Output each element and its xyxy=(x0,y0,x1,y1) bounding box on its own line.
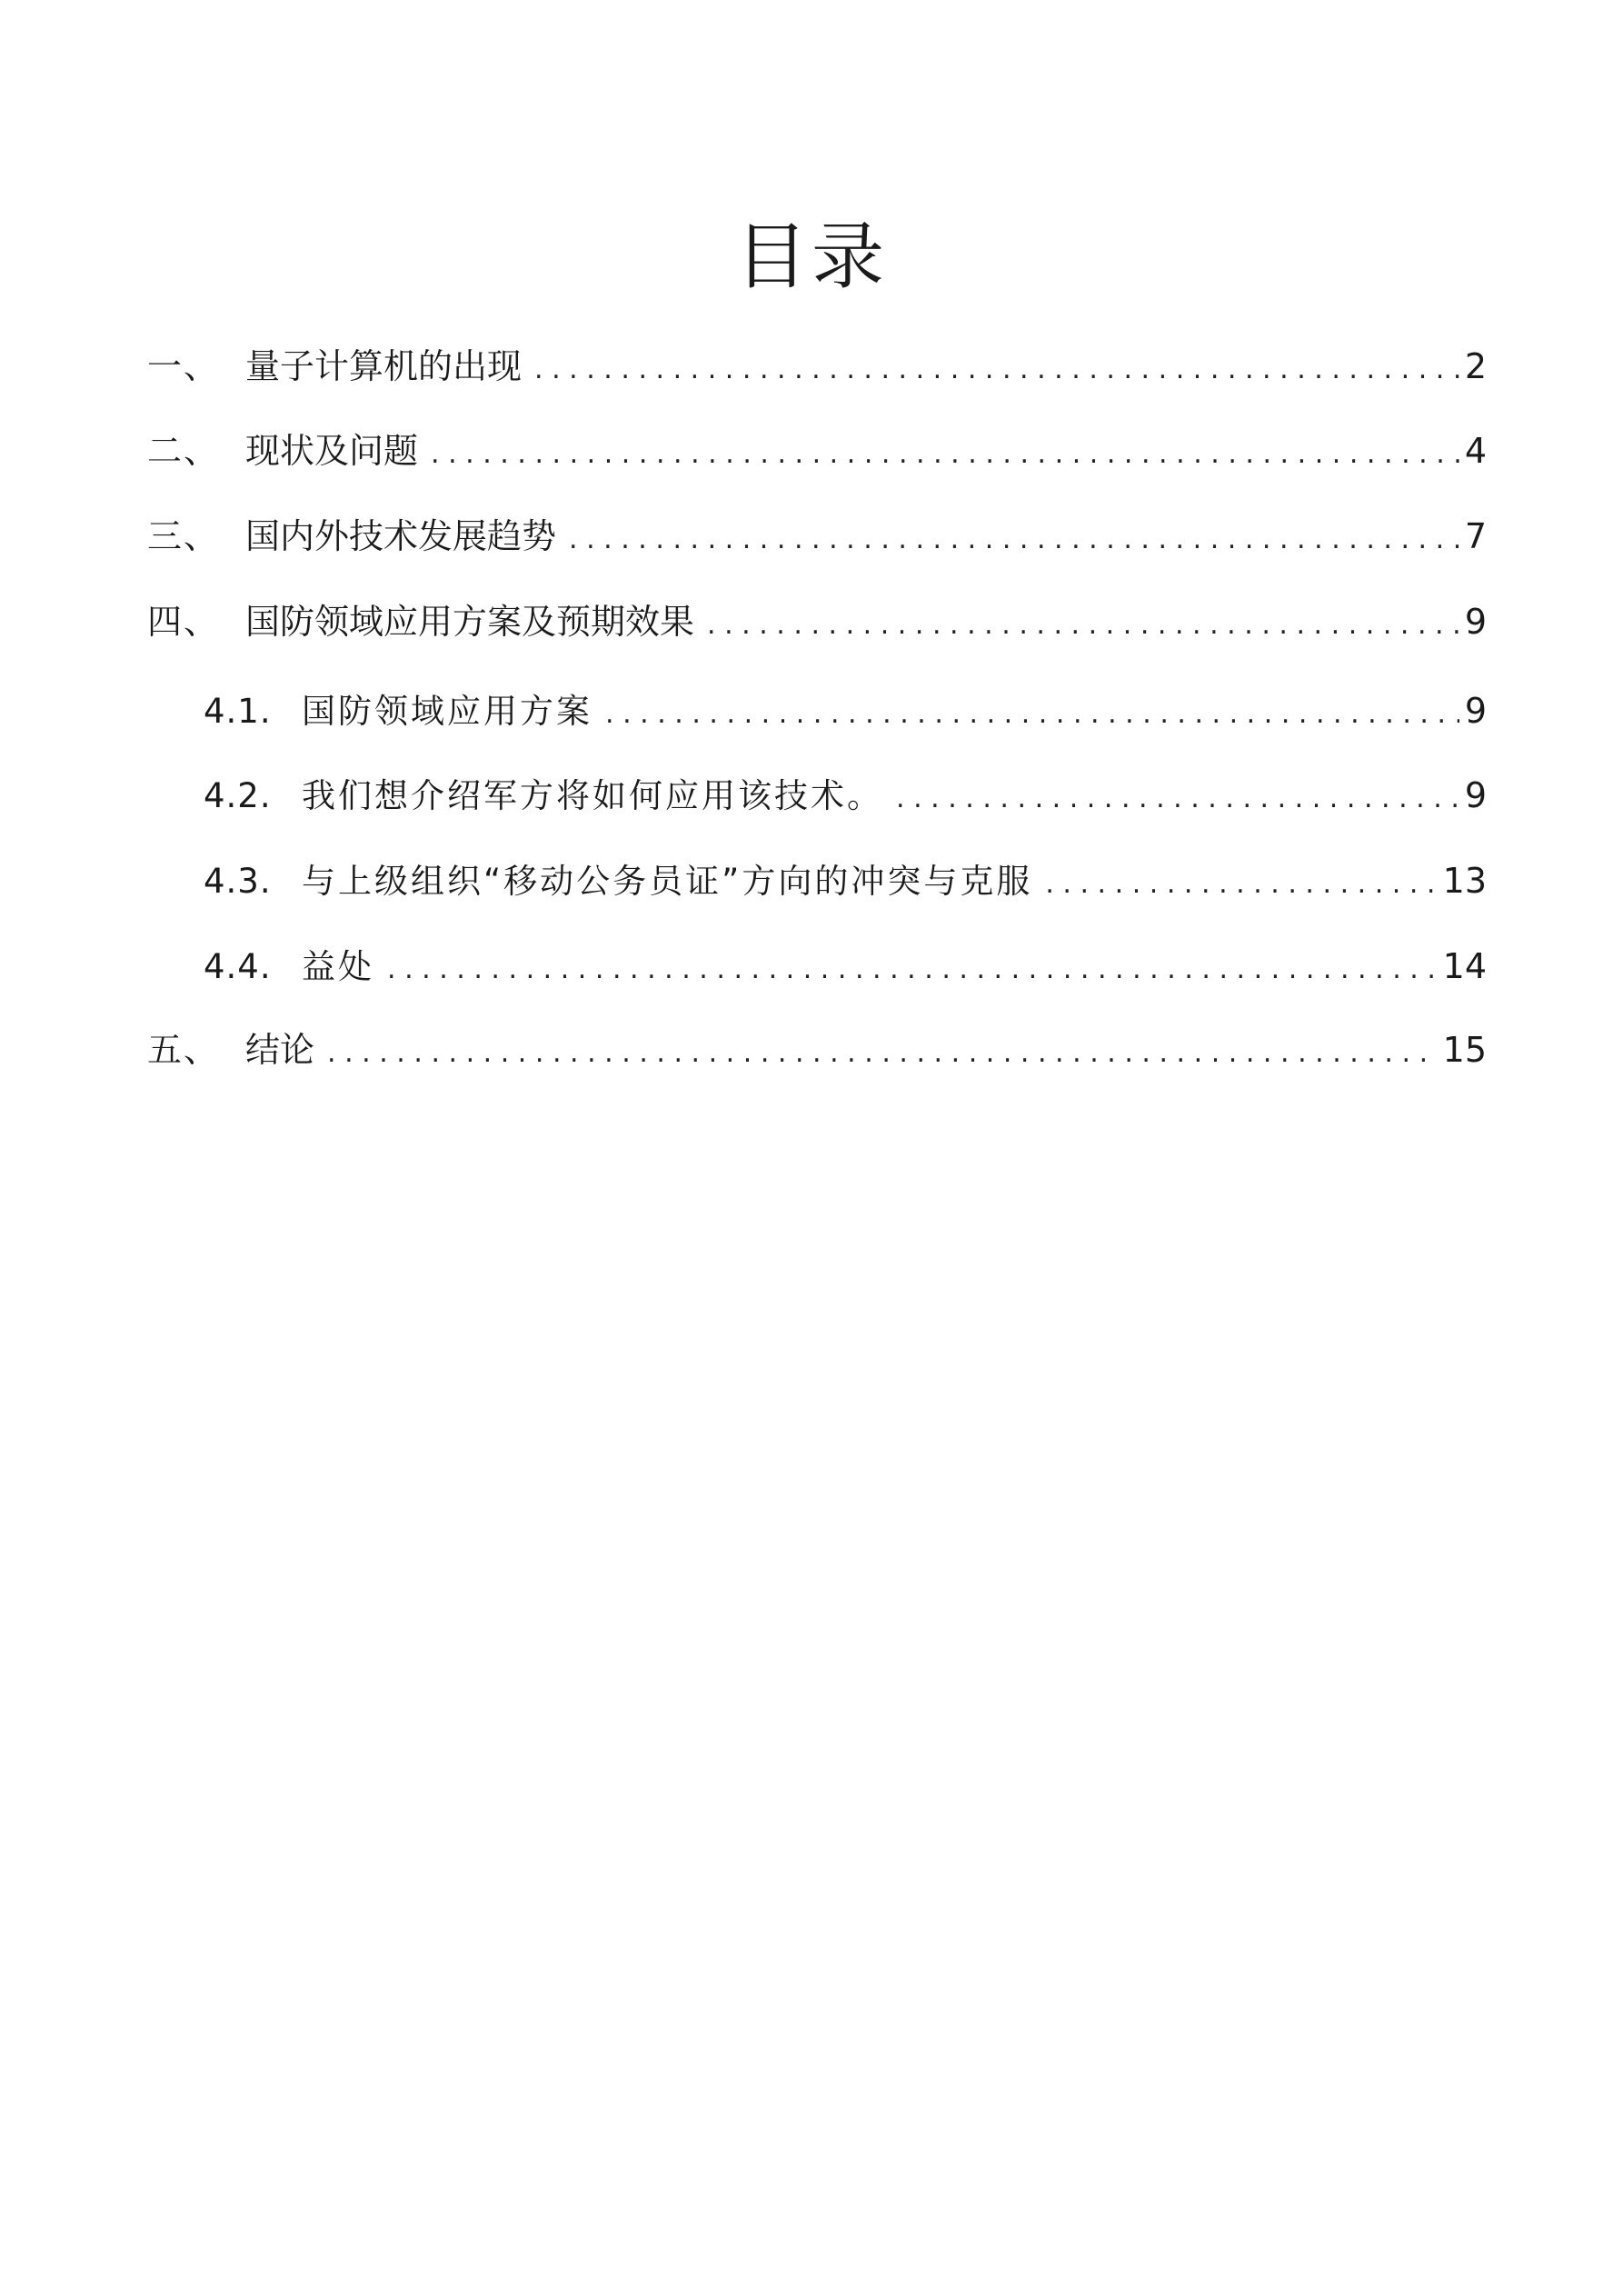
toc-entry-title: 我们想介绍军方将如何应用该技术。 xyxy=(302,776,883,815)
toc-page-number: 2 xyxy=(1464,346,1487,386)
toc-entry-number: 二、 xyxy=(147,431,221,471)
toc-entry-title: 现状及问题 xyxy=(245,431,419,471)
toc-page-number: 15 xyxy=(1442,1030,1487,1070)
toc-entry-number: 4.3. xyxy=(204,862,272,901)
toc-page-number: 4 xyxy=(1464,431,1487,471)
toc-entry-4-3[interactable] xyxy=(204,854,1487,908)
toc-entry-number: 4.4. xyxy=(204,947,272,986)
toc-dot-leader xyxy=(387,943,1438,997)
toc-entry-4[interactable] xyxy=(147,594,1487,649)
toc-page-number: 9 xyxy=(1464,602,1487,642)
toc-entry-4-1[interactable] xyxy=(204,684,1487,738)
toc-page-number: 9 xyxy=(1464,775,1487,815)
toc-page-number: 9 xyxy=(1464,691,1487,731)
toc-entry-4-4[interactable] xyxy=(204,939,1487,993)
toc-entry-number: 四、 xyxy=(147,602,221,642)
toc-entry-number: 一、 xyxy=(147,346,221,386)
toc-entry-title: 益处 xyxy=(302,947,374,986)
toc-entry-number: 4.1. xyxy=(204,692,272,731)
toc-entry-title: 国防领域应用方案 xyxy=(302,692,592,731)
toc-dot-leader xyxy=(1045,857,1437,912)
toc-entry-number: 4.2. xyxy=(204,776,272,815)
toc-dot-leader xyxy=(605,687,1459,742)
toc-page-number: 14 xyxy=(1442,946,1487,986)
toc-dot-leader xyxy=(431,427,1459,482)
toc-title: 目录 xyxy=(735,215,888,299)
toc-entry-title: 国防领域应用方案及预期效果 xyxy=(245,602,695,642)
toc-entry-4-2[interactable] xyxy=(204,768,1487,823)
toc-entry-number: 五、 xyxy=(147,1030,221,1070)
toc-entry-title: 国内外技术发展趋势 xyxy=(245,516,557,556)
toc-entry-5[interactable] xyxy=(147,1023,1487,1077)
toc-dot-leader xyxy=(569,513,1459,567)
toc-entry-3[interactable] xyxy=(147,509,1487,564)
toc-dot-leader xyxy=(327,1026,1438,1081)
toc-page-number: 13 xyxy=(1442,861,1487,901)
toc-entry-number: 三、 xyxy=(147,516,221,556)
toc-dot-leader xyxy=(534,343,1459,397)
toc-entry-title: 与上级组织“移动公务员证”方向的冲突与克服 xyxy=(302,862,1033,901)
toc-dot-leader xyxy=(707,598,1459,653)
toc-entry-title: 结论 xyxy=(245,1030,315,1070)
toc-dot-leader xyxy=(896,772,1459,826)
toc-entry-2[interactable] xyxy=(147,424,1487,478)
toc-page-number: 7 xyxy=(1464,516,1487,556)
toc-entry-1[interactable] xyxy=(147,339,1487,394)
toc-entry-title: 量子计算机的出现 xyxy=(245,346,523,386)
